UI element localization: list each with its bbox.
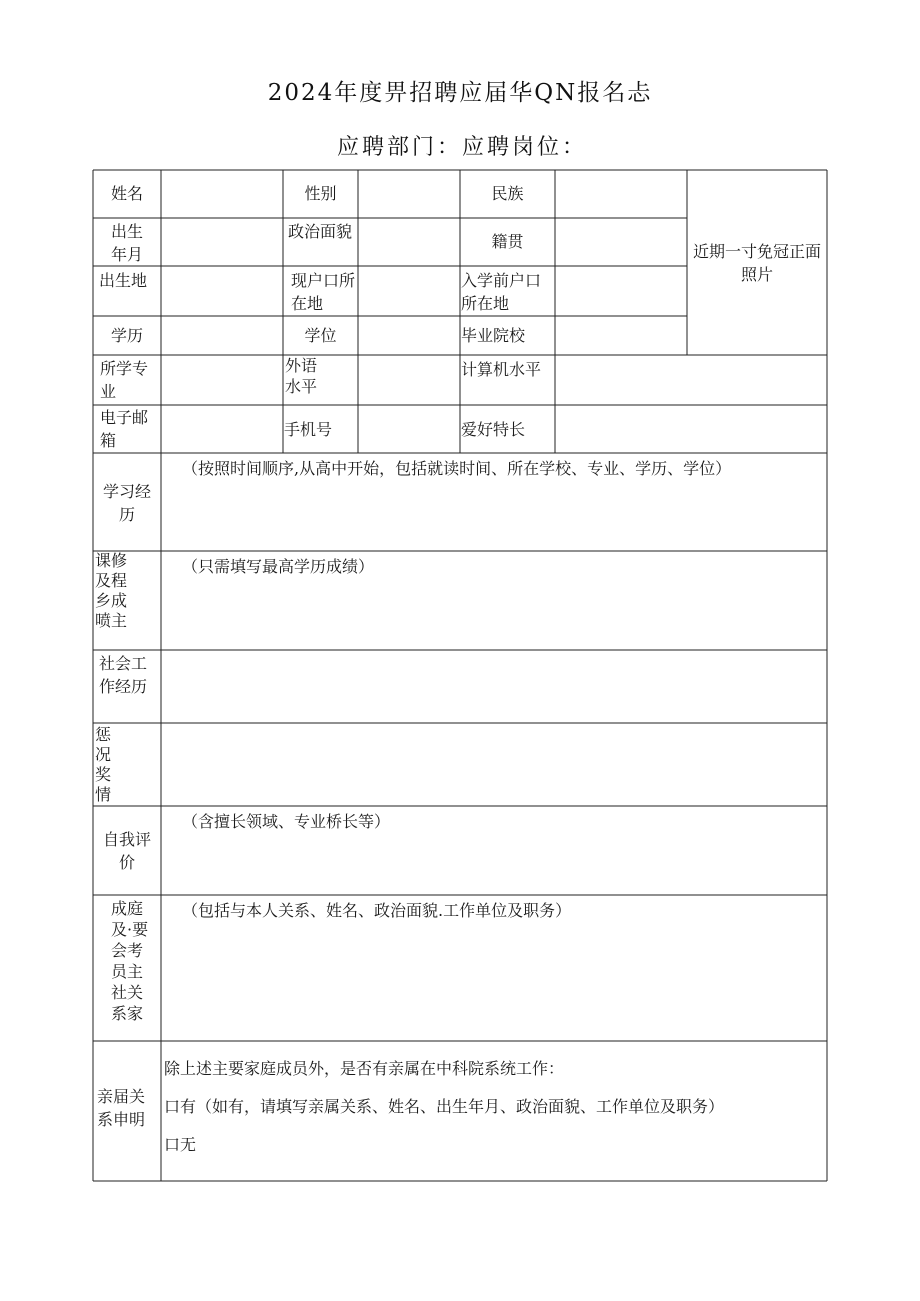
label-birth: 出生年月 [110,222,143,264]
label-courses: 课修及程乡成喷主 [95,551,128,630]
label-name: 姓名 [110,184,143,203]
label-study: 学习经历 [102,482,151,524]
label-gender: 性别 [304,184,337,203]
label-email: 电子邮箱 [100,408,149,450]
relatives-option-no[interactable]: 口无 [164,1135,197,1154]
label-family: 成庭及·要会考员主社关系家 [111,899,149,1023]
label-major: 所学专业 [100,359,149,401]
relatives-option-yes[interactable]: 口有（如有，请填写亲属关系、姓名、出生年月、政治面貌、工作单位及职务） [164,1097,725,1116]
label-awards: 惩况奖情 [95,725,112,804]
photo-placeholder: 近期一寸免冠正面照片 [692,242,821,284]
label-hukou: 现户口所在地 [291,271,356,313]
label-self-eval: 自我评价 [103,830,152,872]
label-hobby: 爱好特长 [461,420,526,439]
label-phone: 手机号 [284,420,333,439]
hint-family: （包括与本人关系、姓名、政治面貌.工作单位及职务） [182,901,572,920]
label-language: 外语水平 [285,356,318,396]
relatives-question: 除上述主要家庭成员外，是否有亲属在中科院系统工作： [164,1059,565,1078]
form-title: 2024年度畀招聘应届华QN报名忐 [267,80,653,106]
label-birthplace: 出生地 [99,271,148,290]
label-pre-hukou: 入学前户口所在地 [461,271,542,313]
hint-self-eval: （含擅长领域、专业桥长等） [182,812,391,831]
hint-study: （按照时间顺序,从高中开始，包括就读时间、所在学校、专业、学历、学位） [182,459,732,478]
label-education: 学历 [110,326,143,345]
label-computer: 计算机水平 [461,360,542,379]
hint-courses: （只需填写最高学历成绩） [182,557,375,576]
label-political: 政治面貌 [288,222,353,241]
label-native-place: 籍贯 [491,232,524,251]
label-degree: 学位 [304,326,337,345]
label-school: 毕业院校 [461,326,526,345]
label-social: 社会工作经历 [99,654,148,696]
label-relatives: 亲届关系申明 [97,1087,146,1129]
label-ethnicity: 民族 [491,184,524,203]
form-subtitle: 应聘部门：应聘岗位： [337,135,588,160]
